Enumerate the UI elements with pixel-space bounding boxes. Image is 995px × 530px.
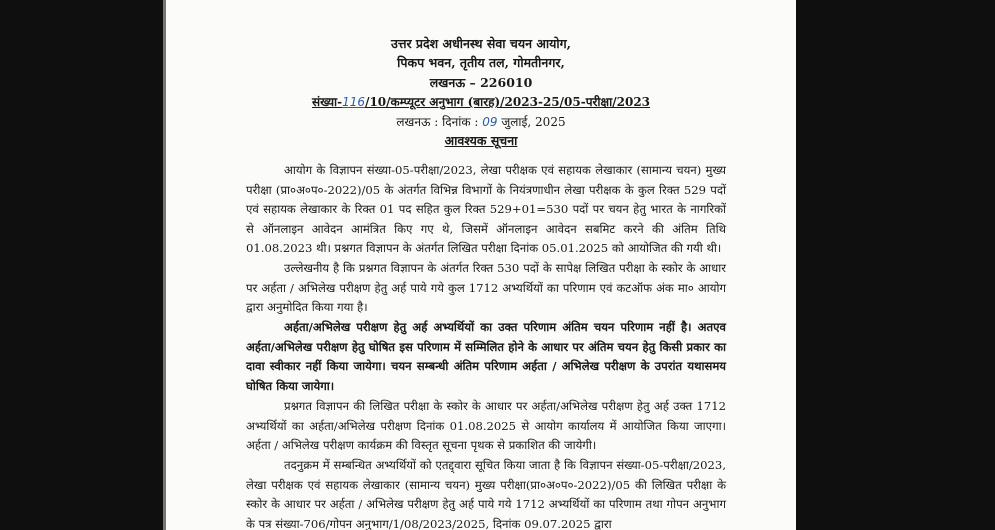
city-pincode: लखनऊ – 226010 bbox=[429, 75, 533, 90]
commission-name: उत्तर प्रदेश अधीनस्थ सेवा चयन आयोग, bbox=[390, 36, 572, 51]
paragraph-3-bold: अर्हता/अभिलेख परीक्षण हेतु अर्ह अभ्यर्थियों का उक्त परिणाम अंतिम चयन परिणाम नहीं है। अतएव अर्हता/अभिलेख परीक्षण हेतु घोषित इस परिणाम में सम्मिलित होने के आधार पर अंतिम चयन हेतु किसी प्रकार का दावा स्वीकार नहीं किया जायेगा। चयन सम्बन्धी अंतिम परिणाम अर्हता / अभिलेख परीक्षण के उपरांत यथासमय घोषित किया जायेगा। bbox=[246, 320, 726, 393]
reference-prefix: संख्या- bbox=[311, 95, 343, 109]
date-rest: जुलाई, 2025 bbox=[501, 115, 566, 129]
reference-rest: /10/कम्प्यूटर अनुभाग (बारह)/2023-25/05-परीक्षा/2023 bbox=[365, 95, 651, 109]
date-prefix: लखनऊ : दिनांक : bbox=[396, 115, 479, 129]
address-line: पिकप भवन, तृतीय तल, गोमतीनगर, bbox=[397, 55, 565, 70]
paragraph-1: आयोग के विज्ञापन संख्या-05-परीक्षा/2023, लेखा परीक्षक एवं सहायक लेखाकार (सामान्य चयन) मुख्य परीक्षा (प्रा०अ०प०-2022)/05 के अंतर्गत विभिन्न विभागों के नियंत्रणाधीन लेखा परीक्षक के कुल रिक्त 529 पदों एवं सहायक लेखाकार के रिक्त 01 पद सहित कुल रिक्त 529+01=530 पदों पर चयन हेतु भारत के नागरिकों से ऑनलाइन आवेदन आमंत्रित किए गए थे, जिसमें ऑनलाइन आवेदन सबमिट करने की अंतिम तिथि 01.08.2023 थी। प्रश्नगत विज्ञापन के अंतर्गत लिखित परीक्षा दिनांक 05.01.2025 को आयोजित की गयी थी। bbox=[246, 163, 726, 256]
reference-number bbox=[166, 94, 796, 110]
date-handwritten-day: 09 bbox=[482, 115, 498, 129]
viewer-background-right bbox=[796, 0, 995, 530]
reference-handwritten-number: 116 bbox=[342, 95, 366, 109]
paragraph-4: प्रश्नगत विज्ञापन की लिखित परीक्षा के स्कोर के आधार पर अर्हता/अभिलेख परीक्षण हेतु अर्ह उक्त 1712 अभ्यर्थियों का अर्हता/अभिलेख परीक्षण दिनांक 01.08.2025 से आयोग कार्यालय में आयोजित किया जाएगा। अर्हता / अभिलेख परीक्षण कार्यक्रम की विस्तृत सूचना पृथक से प्रकाशित की जायेगी। bbox=[246, 399, 726, 453]
document-page bbox=[166, 0, 796, 530]
paragraph-5: तदनुक्रम में सम्बन्धित अभ्यर्थियों को एतद्द्वारा सूचित किया जाता है कि विज्ञापन संख्या-05-परीक्षा/2023, लेखा परीक्षक एवं सहायक लेखाकार (सामान्य चयन) मुख्य परीक्षा(प्रा०अ०प०-2022)/05 की लिखित परीक्षा के स्कोर के आधार पर अर्हता / अभिलेख परीक्षण हेतु अर्ह पाये गये 1712 अभ्यर्थियों का परिणाम तथा गोपन अनुभाग के पत्र संख्या-706/गोपन अनुभाग/1/08/2023/2025, दिनांक 09.07.2025 द्वारा bbox=[246, 458, 726, 530]
viewer-background-left bbox=[0, 0, 163, 530]
notice-title: आवश्यक सूचना bbox=[444, 133, 518, 148]
paragraph-2: उल्लेखनीय है कि प्रश्नगत विज्ञापन के अंतर्गत रिक्त 530 पदों के सापेक्ष लिखित परीक्षा के स्कोर के आधार पर अर्हता / अभिलेख परीक्षण हेतु अर्ह पाये गये कुल 1712 अभ्यर्थियों का परिणाम एवं कटऑफ अंक मा० आयोग द्वारा अनुमोदित किया गया है। bbox=[246, 261, 726, 315]
date-line bbox=[166, 114, 796, 130]
